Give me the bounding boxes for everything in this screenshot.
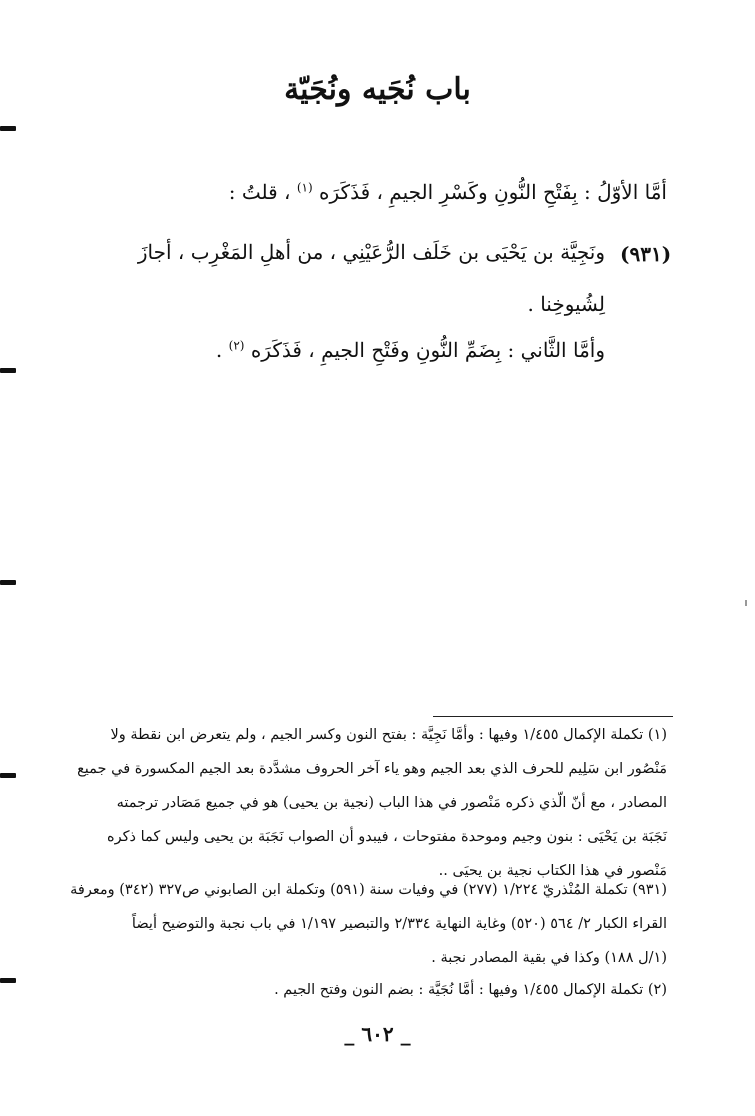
footnote-ref-2: (٢): [228, 338, 245, 353]
footnote-931-line-1: (٩٣١) تكملة المُنْذريّ ١/٢٢٤ (٢٧٧) في وفيات سنة (٥٩١) وتكملة ابن الصابوني ص٣٢٧ (٣٤٢) ومعرفة: [70, 882, 667, 898]
footnote-ref-1: (١): [296, 180, 313, 195]
entry-line-2: لِشُيوخِنا .: [527, 292, 605, 316]
binding-mark: [0, 773, 16, 778]
binding-mark: [0, 580, 16, 585]
body-text-tail: .: [215, 338, 223, 362]
binding-mark: [0, 368, 16, 373]
binding-mark: [0, 978, 16, 983]
footnote-1-line-5: مَنْصور في هذا الكتاب نجية بن يحيَى ..: [438, 863, 667, 879]
entry-number: (٩٣١): [620, 242, 672, 266]
footnote-1-line-1: (١) تكملة الإكمال ١/٤٥٥ وفيها : وأمَّا نَجِيَّة : بفتح النون وكسر الجيم ، ولم يتعرض ابن نقطة ولا: [110, 727, 667, 743]
body-text-tail: ، قلتُ :: [228, 180, 291, 204]
footnote-1-line-4: نَجَبَة بن يَحْيَى : بنون وجيم وموحدة مفتوحات ، فيبدو أن الصواب نَجَبَة بن يحيى وليس كما ذكره: [107, 829, 667, 845]
body-text: أمَّا الأوّلُ : بِفَتْحِ النُّونِ وكَسْرِ الجيمِ ، فَذَكَرَه: [319, 180, 667, 204]
footnote-931-line-3: (١/ل ١٨٨) وكذا في بقية المصادر نجبة .: [431, 950, 667, 966]
scan-speck: [745, 600, 747, 606]
body-line-second-meaning: [216, 338, 605, 362]
body-line-first-meaning: [229, 180, 667, 204]
chapter-heading: باب نُجَيه ونُجَيّة: [284, 72, 471, 107]
body-text: وأمَّا الثَّاني : بِضَمِّ النُّونِ وفَتْحِ الجيمِ ، فَذَكَرَه: [250, 338, 605, 362]
footnote-1-line-2: مَنْصُور ابن سَلِيم للحرف الذي بعد الجيم وهو ياء آخر الحروف مشدَّدة بعد الجيم المكسورة في جميع: [77, 761, 667, 777]
footnote-1-line-3: المصادر ، مع أنّ الّذي ذكره مَنْصور في هذا الباب (نجية بن يحيى) هو في جميع مَصَادر ترجمته: [116, 795, 667, 811]
footnote-931-line-2: القراء الكبار ٢/ ٥٦٤ (٥٢٠) وغاية النهاية ٢/٣٣٤ والتبصير ١/١٩٧ في باب نجبة والتوضيح أيضاً: [131, 916, 667, 932]
entry-line-1: ونَجِيَّة بن يَحْيَى بن خَلَف الرُّعَيْنِي ، من أهلِ المَغْرِب ، أجازَ: [137, 240, 605, 264]
binding-mark: [0, 126, 16, 131]
footnote-2-line-1: (٢) تكملة الإكمال ١/٤٥٥ وفيها : أمَّا نُجَيَّة : بضم النون وفتح الجيم .: [274, 982, 667, 998]
footnote-divider: [433, 716, 673, 717]
page-number: _ ٦٠٢ _: [344, 1022, 411, 1046]
